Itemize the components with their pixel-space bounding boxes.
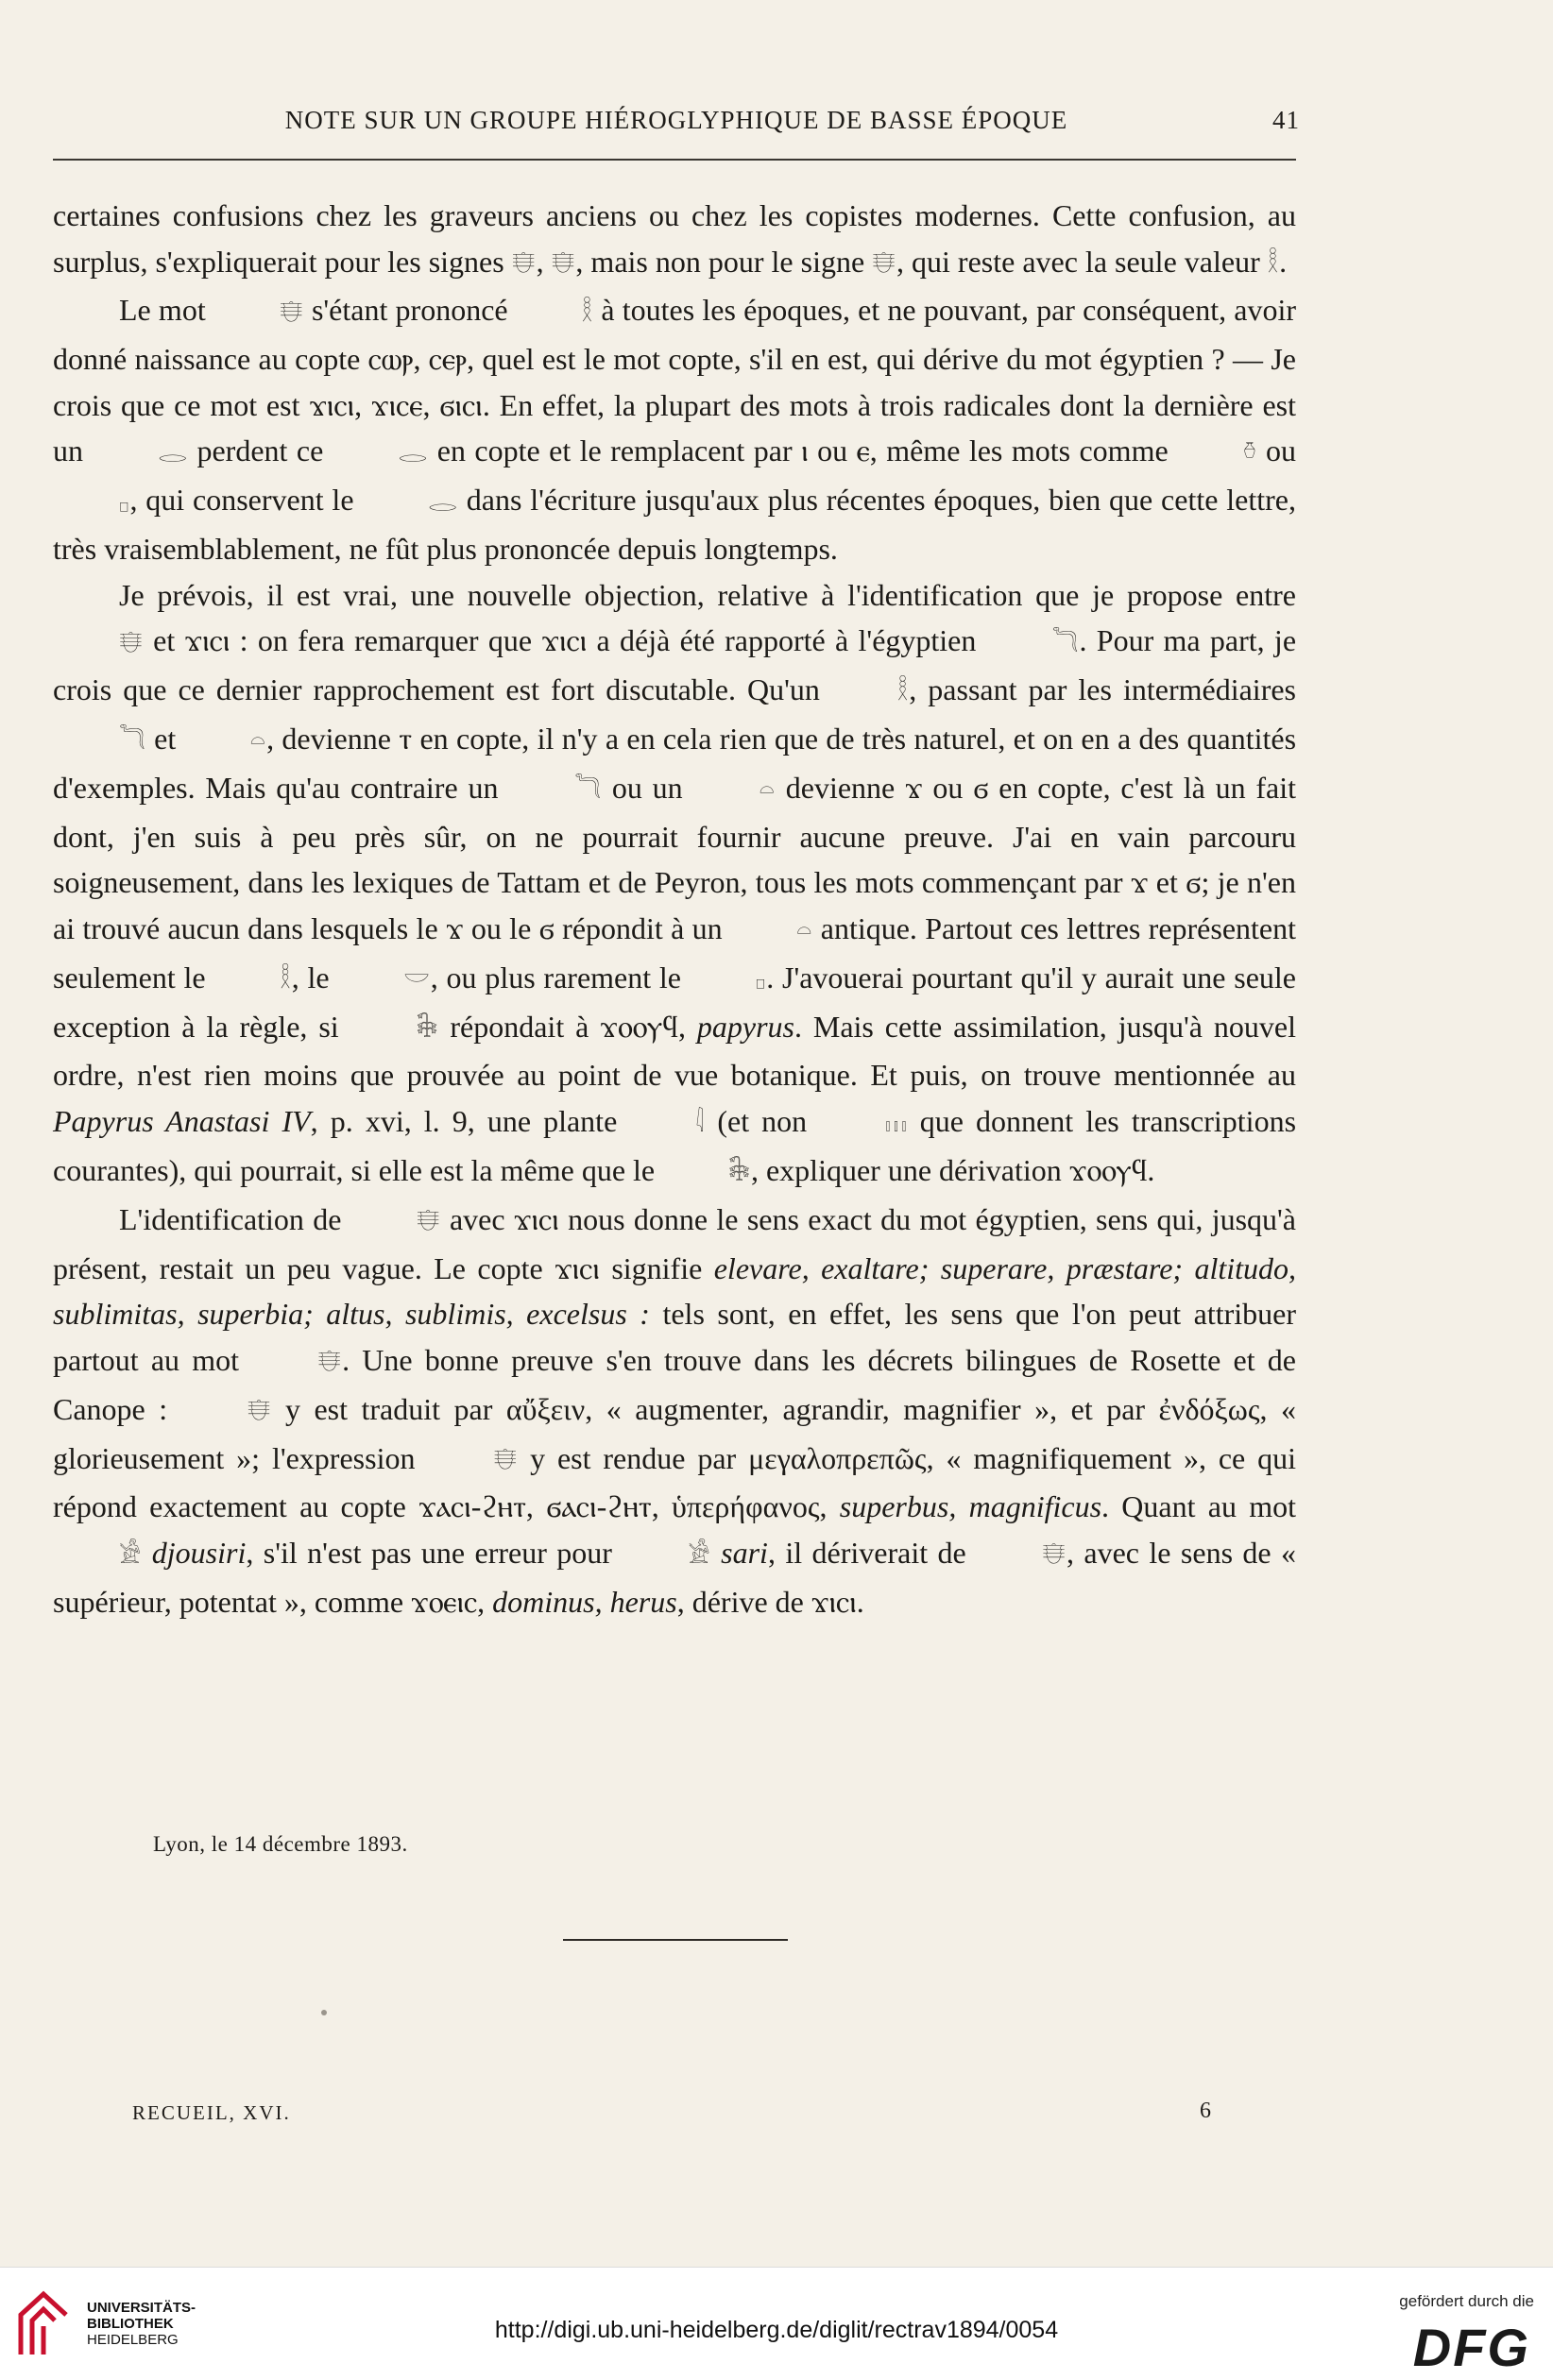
hieroglyph-group: 𓏏 [249, 727, 267, 756]
italic-term: dominus, herus [492, 1584, 677, 1619]
hieroglyph-group: 𓎛 [896, 678, 910, 706]
hieroglyph-group: 𓄬 [1042, 1541, 1067, 1570]
hieroglyph-group: 𓎛 [1267, 249, 1280, 278]
coptic-text: ⲧ [399, 721, 413, 756]
hieroglyph-group: 𓄬 [119, 629, 144, 657]
gathering-number: 6 [1200, 2099, 1211, 2123]
hieroglyph-group: 𓄬 [416, 1208, 441, 1236]
italic-term: Papyrus Anastasi IV [53, 1103, 311, 1138]
hieroglyph-group: 𓎛 [581, 298, 594, 327]
coptic-text: ⲥⲱⲣ, ⲥⲉⲣ [367, 342, 468, 377]
hieroglyph-group: 𓊪 [755, 966, 767, 994]
coptic-text: ϫⲓⲥⲓ [811, 1584, 857, 1619]
coptic-text: ϫⲓⲥⲓ [184, 623, 230, 658]
funding-caption: gefördert durch die [1399, 2292, 1534, 2310]
coptic-text: ϫⲓⲥⲓ, ϫⲓⲥⲉ, ϭⲓⲥⲓ [309, 387, 483, 422]
coptic-text: ϭ [1186, 865, 1202, 900]
hieroglyph-group: 𓄬 [247, 1398, 272, 1425]
hieroglyph-group: 𓄬 [511, 249, 537, 278]
hieroglyph-group: 𓀀 [688, 1541, 711, 1570]
greek-text: ἐνδόξως [1158, 1391, 1260, 1426]
coptic-text: ϭ [538, 910, 555, 945]
dateline: Lyon, le 14 décembre 1893. [153, 1832, 408, 1856]
hieroglyph-group: 𓏏 [795, 917, 813, 945]
digitization-footer [0, 2267, 1553, 2380]
hieroglyph-group: 𓇋 [695, 1110, 706, 1138]
running-title: NOTE SUR UN GROUPE HIÉROGLYPHIQUE DE BASSE ÉPOQUE [284, 106, 1068, 134]
coptic-text: ϫⲓⲥⲓ [555, 1250, 600, 1285]
italic-term: sari [721, 1535, 768, 1570]
paragraph-1: certaines confusions chez les graveurs anciens ou chez les copistes modernes. Cette confusion, au surplus, s'expliquerait pour les signes 𓄬, 𓄬, mais non pour le signe 𓄬, qui reste avec la seule valeur 𓎛. [53, 193, 1296, 287]
hieroglyph-group: 𓏊 [1243, 439, 1257, 468]
hieroglyph-group: 𓊪 [119, 488, 130, 517]
running-head [53, 106, 1300, 147]
library-name: UNIVERSITÄTS- BIBLIOTHEK HEIDELBERG [87, 2300, 196, 2348]
hieroglyph-group: 𓄬 [872, 249, 897, 278]
italic-term: superbus, magnificus [839, 1489, 1102, 1524]
hieroglyph-group: 𓏏 [759, 776, 776, 805]
hieroglyph-group: 𓂋 [428, 488, 458, 517]
hieroglyph-group: 𓄬 [551, 249, 576, 278]
hieroglyph-group: 𓆓 [1051, 629, 1080, 657]
hieroglyph-group: 𓇗 [728, 1159, 751, 1187]
coptic-text: ϫ [445, 910, 464, 945]
permalink[interactable]: http://digi.ub.uni-heidelberg.de/diglit/rectrav1894/0054 [494, 2317, 1059, 2343]
latin-glosses: elevare, exaltare; superare, præstare; altitudo, sublimitas, superbia; altus, sublimis, excelsus : [53, 1250, 1297, 1332]
hieroglyph-group: 𓇗 [416, 1014, 439, 1043]
ink-speck [321, 2010, 327, 2015]
paragraph-4: L'identification de 𓄬 avec ϫⲓⲥⲓ nous donne le sens exact du mot égyptien, sens qui, jusqu'à présent, restait un peu vague. Le copte ϫⲓⲥⲓ signifie elevare, exaltare; superare, præstare; altitudo, sublimitas, superbia; altus, sublimis, excelsus : tels sont, en effet, les sens que l'on peut attribuer partout au mot 𓄬. Une bonne preuve s'en trouve dans les décrets bilingues de Rosette et de Canope : 𓄬 y est traduit par αὔξειν, « augmenter, agrandir, magnifier », et par ἐνδόξως, « glorieusement »; l'expression 𓄬 y est rendue par μεγαλοπρεπῶς, « magnifiquement », ce qui répond exactement au copte ϫⲁⲥⲓ-ϩⲏⲧ, ϭⲁⲥⲓ-ϩⲏⲧ, ὑπερήφανος, superbus, magnificus. Quant au mot 𓀀 djousiri, s'il n'est pas une erreur pour 𓀀 sari, il dériverait de 𓄬, avec le sens de « supérieur, potentat », comme ϫⲟⲉⲓⲥ, dominus, herus, dérive de ϫⲓⲥⲓ. [53, 1197, 1296, 1625]
hieroglyph-group: 𓆓 [119, 727, 146, 756]
paragraph-2: Le mot 𓄬 s'étant prononcé 𓎛 à toutes les époques, et ne pouvant, par conséquent, avoir donné naissance au copte ⲥⲱⲣ, ⲥⲉⲣ, quel est le mot copte, s'il en est, qui dérive du mot égyptien ? — Je crois que ce mot est ϫⲓⲥⲓ, ϫⲓⲥⲉ, ϭⲓⲥⲓ. En effet, la plupart des mots à trois radicales dont la dernière est un 𓂋 perdent ce 𓂋 en copte et le remplacent par ⲓ ou ⲉ, même les mots comme 𓏊 ou 𓊪, qui conservent le 𓂋 dans l'écriture jusqu'aux plus récentes époques, bien que cette lettre, très vraisemblablement, ne fût plus prononcée depuis longtemps. [53, 287, 1296, 571]
coptic-text: ⲓ [801, 434, 809, 468]
hieroglyph-group: 𓆓 [574, 776, 603, 805]
coptic-text: ϫⲓⲥⲓ [513, 1201, 559, 1236]
hieroglyph-group: 𓄬 [493, 1446, 519, 1474]
greek-text: ὑπερήφανος [671, 1489, 820, 1524]
coptic-text: ϫⲟⲟⲩϥ [1068, 1152, 1148, 1187]
italic-term: papyrus [696, 1009, 794, 1044]
coptic-text: ϫⲓⲥⲓ [541, 623, 588, 658]
article-body [53, 193, 1296, 1624]
italic-term: djousiri [151, 1535, 247, 1570]
coptic-text: ⲉ [856, 434, 870, 468]
coptic-text: ϭ [973, 770, 989, 805]
hieroglyph-group: 𓎛 [280, 966, 292, 994]
closing-rule [563, 1939, 788, 1941]
dfg-logo: DFG [1412, 2318, 1530, 2377]
hieroglyph-group: 𓎟 [403, 966, 431, 994]
hieroglyph-group: 𓀀 [119, 1541, 143, 1570]
greek-text: μεγαλοπρεπῶς [748, 1440, 927, 1475]
coptic-text: ϫⲟⲟⲩϥ [600, 1009, 678, 1044]
page-number: 41 [1272, 106, 1300, 134]
coptic-text: ϫⲟⲉⲓⲥ [411, 1584, 478, 1619]
hieroglyph-group: 𓄬 [279, 298, 304, 327]
hieroglyph-group: 𓂋 [398, 439, 429, 468]
signature-mark: RECUEIL, XVI. [132, 2101, 291, 2124]
coptic-text: ϫ [905, 770, 923, 805]
paragraph-3: Je prévois, il est vrai, une nouvelle objection, relative à l'identification que je propose entre 𓄬 et ϫⲓⲥⲓ : on fera remarquer que ϫⲓⲥⲓ a déjà été rapporté à l'égyptien 𓆓. Pour ma part, je crois que ce dernier rapprochement est fort discutable. Qu'un 𓎛, passant par les intermédiaires 𓆓 et 𓏏, devienne ⲧ en copte, il n'y a en cela rien que de très naturel, et on en a des quantités d'exemples. Mais qu'au contraire un 𓆓 ou un 𓏏 devienne ϫ ou ϭ en copte, c'est là un fait dont, j'en suis à peu près sûr, on ne pourrait fournir aucune preuve. J'ai en vain parcouru soigneusement, dans les lexiques de Tattam et de Peyron, tous les mots commençant par ϫ et ϭ; je n'en ai trouvé aucun dans lesquels le ϫ ou le ϭ répondit à un 𓏏 antique. Partout ces lettres représentent seulement le 𓎛, le 𓎟, ou plus rarement le 𓊪. J'avouerai pourtant qu'il y aurait une seule exception à la règle, si 𓇗 répondait à ϫⲟⲟⲩϥ, papyrus. Mais cette assimilation, jusqu'à nouvel ordre, n'est rien moins que prouvée au point de vue botanique. Et puis, on trouve mentionnée au Papyrus Anastasi IV, p. xvi, l. 9, une plante 𓇋 (et non 𓏥 que donnent les transcriptions courantes), qui pourrait, si elle est la même que le 𓇗, expliquer une dérivation ϫⲟⲟⲩϥ. [53, 572, 1296, 1197]
header-rule [53, 159, 1296, 161]
hieroglyph-group: 𓂋 [158, 439, 189, 468]
hieroglyph-group: 𓄬 [317, 1349, 343, 1377]
coptic-text: ϫⲁⲥⲓ-ϩⲏⲧ, ϭⲁⲥⲓ-ϩⲏⲧ [418, 1489, 652, 1524]
hieroglyph-group: 𓏥 [885, 1110, 908, 1138]
coptic-text: ϫ [1130, 865, 1149, 900]
greek-text: αὔξειν [505, 1391, 586, 1426]
